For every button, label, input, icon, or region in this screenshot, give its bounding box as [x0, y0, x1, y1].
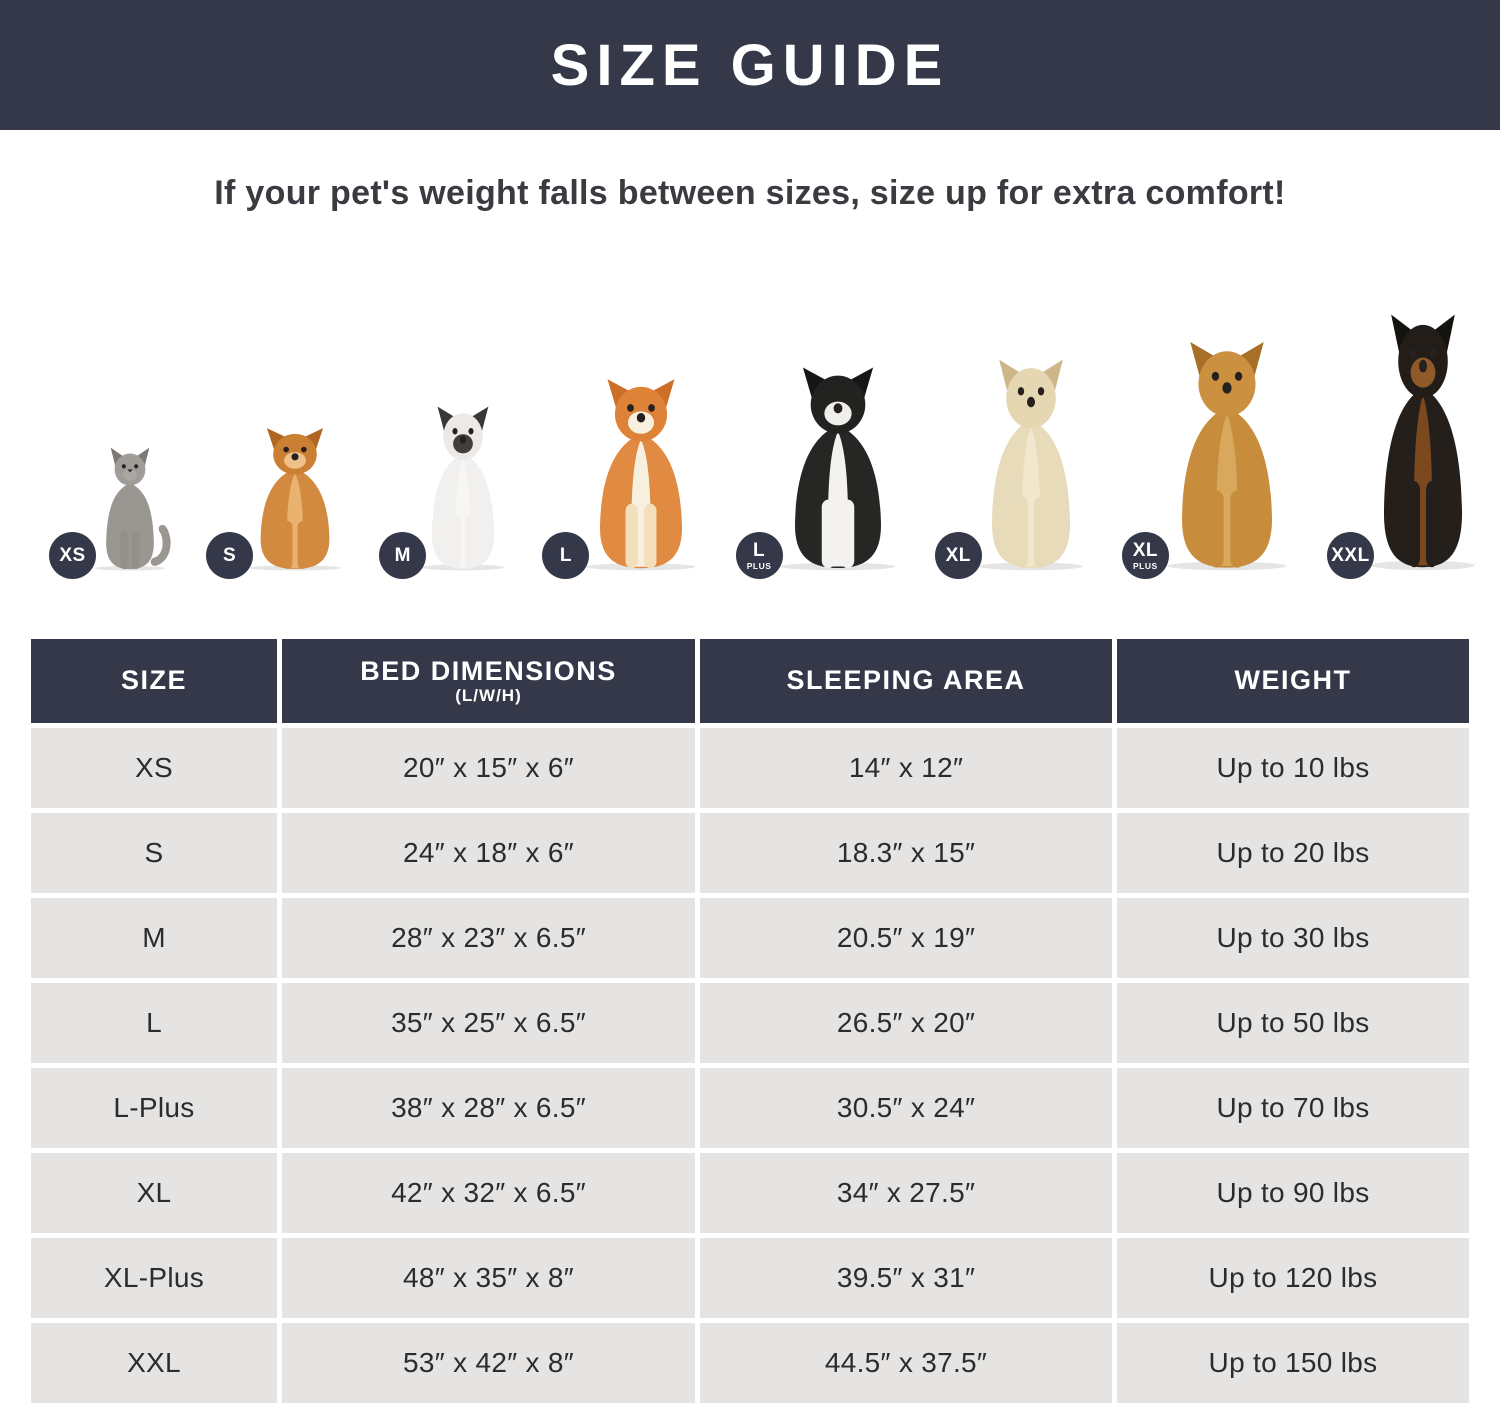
cell-bed-dimensions: 35″ x 25″ x 6.5″	[282, 983, 695, 1063]
badge-label: XL	[945, 545, 971, 566]
column-header-bed-dimensions	[282, 639, 695, 723]
animal-slot-m	[394, 403, 510, 571]
cell-size: L-Plus	[31, 1068, 277, 1148]
size-badge-xl	[935, 532, 982, 579]
badge-label: XXL	[1331, 545, 1370, 566]
cell-weight: Up to 120 lbs	[1117, 1238, 1469, 1318]
cell-sleeping-area: 20.5″ x 19″	[700, 898, 1112, 978]
column-header-size	[31, 639, 277, 723]
doberman-illustration	[1364, 309, 1482, 571]
cell-bed-dimensions: 28″ x 23″ x 6.5″	[282, 898, 695, 978]
size-badge-l-plus	[736, 532, 783, 579]
column-header-weight	[1117, 639, 1469, 723]
animal-slot-xl-plus	[1132, 337, 1295, 571]
animal-lineup	[0, 301, 1500, 571]
column-header-label: BED DIMENSIONS	[360, 655, 617, 686]
shiba-inu-illustration	[579, 375, 703, 571]
cell-bed-dimensions: 48″ x 35″ x 8″	[282, 1238, 695, 1318]
column-header-label: SLEEPING AREA	[786, 665, 1026, 696]
animal-slot-s	[223, 425, 347, 571]
cell-weight: Up to 20 lbs	[1117, 813, 1469, 893]
column-header-sublabel: (L/W/H)	[455, 685, 522, 705]
cell-weight: Up to 50 lbs	[1117, 983, 1469, 1063]
labrador-illustration	[972, 355, 1090, 571]
size-table	[31, 639, 1469, 1403]
badge-label: L	[753, 539, 766, 561]
size-badge-xl-plus	[1122, 532, 1169, 579]
size-badge-s	[206, 532, 253, 579]
badge-sublabel: PLUS	[1133, 560, 1158, 571]
cell-size: XXL	[31, 1323, 277, 1403]
cell-sleeping-area: 18.3″ x 15″	[700, 813, 1112, 893]
cell-weight: Up to 90 lbs	[1117, 1153, 1469, 1233]
size-badge-xs	[49, 532, 96, 579]
animal-slot-xl	[945, 355, 1090, 571]
badge-label: XL	[1132, 539, 1158, 561]
cell-size: XL-Plus	[31, 1238, 277, 1318]
badge-sublabel: PLUS	[746, 560, 772, 571]
cell-sleeping-area: 44.5″ x 37.5″	[700, 1323, 1112, 1403]
column-header-sleeping-area	[700, 639, 1112, 723]
cell-bed-dimensions: 53″ x 42″ x 8″	[282, 1323, 695, 1403]
cell-sleeping-area: 34″ x 27.5″	[700, 1153, 1112, 1233]
column-header-label: SIZE	[120, 665, 187, 696]
cell-size: L	[31, 983, 277, 1063]
cell-bed-dimensions: 24″ x 18″ x 6″	[282, 813, 695, 893]
cell-sleeping-area: 14″ x 12″	[700, 728, 1112, 808]
animal-slot-xxl	[1331, 309, 1482, 571]
cell-bed-dimensions: 20″ x 15″ x 6″	[282, 728, 695, 808]
cell-size: S	[31, 813, 277, 893]
cell-sleeping-area: 26.5″ x 20″	[700, 983, 1112, 1063]
french-bulldog-illustration	[416, 403, 510, 571]
cell-weight: Up to 30 lbs	[1117, 898, 1469, 978]
cell-size: XS	[31, 728, 277, 808]
column-header-label: WEIGHT	[1234, 665, 1352, 696]
size-badge-xxl	[1327, 532, 1374, 579]
animal-slot-xs	[59, 443, 174, 571]
badge-label: M	[394, 545, 411, 566]
border-collie-illustration	[773, 363, 903, 571]
header-bar	[0, 0, 1500, 130]
golden-retriever-illustration	[1159, 337, 1295, 571]
animal-slot-l	[559, 375, 703, 571]
animal-slot-l-plus	[746, 363, 903, 571]
pomeranian-illustration	[243, 425, 347, 571]
cell-weight: Up to 10 lbs	[1117, 728, 1469, 808]
cell-weight: Up to 150 lbs	[1117, 1323, 1469, 1403]
size-badge-l	[542, 532, 589, 579]
cell-size: M	[31, 898, 277, 978]
size-badge-m	[379, 532, 426, 579]
cat-illustration	[86, 443, 174, 571]
cell-bed-dimensions: 42″ x 32″ x 6.5″	[282, 1153, 695, 1233]
cell-weight: Up to 70 lbs	[1117, 1068, 1469, 1148]
cell-sleeping-area: 30.5″ x 24″	[700, 1068, 1112, 1148]
cell-bed-dimensions: 38″ x 28″ x 6.5″	[282, 1068, 695, 1148]
cell-sleeping-area: 39.5″ x 31″	[700, 1238, 1112, 1318]
cell-size: XL	[31, 1153, 277, 1233]
subtitle: If your pet's weight falls between sizes, size up for extra comfort!	[214, 174, 1286, 212]
badge-label: S	[223, 545, 237, 566]
badge-label: XS	[59, 545, 86, 566]
page-title: SIZE GUIDE	[550, 32, 950, 98]
badge-label: L	[559, 545, 572, 566]
